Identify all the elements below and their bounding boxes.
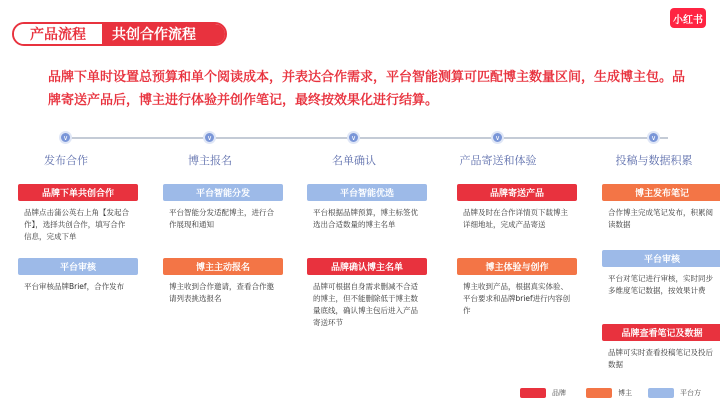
card-description: 平台对笔记进行审核，实时同步多维度笔记数据，按效果计费	[608, 274, 713, 295]
card-description: 博主收到合作邀请，查看合作邀请列表挑选报名	[169, 282, 274, 303]
process-card	[307, 258, 427, 329]
timeline-node-icon: ∨	[347, 131, 360, 144]
stage-title: 博主报名	[188, 154, 232, 167]
process-card	[457, 184, 577, 231]
intro-text: 品牌下单时设置总预算和单个阅读成本，并表达合作需求，平台智能测算可匹配博主数量区间，生成博主包。品牌寄送产品后，博主进行体验并创作笔记，最终按效果化进行结算。	[48, 70, 686, 108]
section-title: 共创合作流程	[102, 24, 225, 44]
card-description: 品牌可根据自身需求删减不合适的博主，但不能删除低于博主数量底线，确认博主包后进入产品寄送环节	[313, 282, 418, 327]
timeline-node-icon: ∨	[647, 131, 660, 144]
card-tag: 博主体验与创作	[457, 258, 577, 275]
xiaohongshu-logo: 小红书	[670, 8, 706, 28]
legend-label: 品牌	[552, 389, 566, 397]
card-tag: 平台智能优选	[307, 184, 427, 201]
card-description: 品牌点击蒲公英右上角【发起合作】，选择共创合作，填写合作信息，完成下单	[24, 208, 129, 241]
card-tag: 博主主动报名	[163, 258, 283, 275]
legend-swatch	[520, 388, 546, 398]
card-tag: 品牌查看笔记及数据	[602, 324, 720, 341]
card-tag: 博主发布笔记	[602, 184, 720, 201]
card-tag: 品牌寄送产品	[457, 184, 577, 201]
stage-title: 产品寄送和体验	[459, 154, 537, 167]
timeline-node-icon: ∨	[491, 131, 504, 144]
card-description: 博主收到产品，根据真实体验、平台要求和品牌brief进行内容创作	[463, 282, 571, 315]
card-description: 品牌及时在合作详情页下载博主详细地址，完成产品寄送	[463, 208, 568, 229]
card-description: 平台根据品牌预算，博主标签优选出合适数量的博主名单	[313, 208, 418, 229]
legend-swatch	[648, 388, 674, 398]
legend-swatch	[586, 388, 612, 398]
legend-item-blogger	[586, 388, 632, 398]
card-description: 品牌可实时查看投稿笔记及投后数据	[608, 348, 713, 369]
stage-title: 投稿与数据积累	[615, 154, 693, 167]
process-card	[602, 184, 720, 231]
card-description: 合作博主完成笔记发布，积累阅读数据	[608, 208, 713, 229]
stage-title: 名单确认	[332, 154, 376, 167]
process-card	[18, 258, 138, 293]
process-card	[602, 324, 720, 371]
card-description: 平台智能分发适配博主，进行合作展现和通知	[169, 208, 274, 229]
legend-item-platform	[648, 388, 701, 398]
stage-title: 发布合作	[44, 154, 88, 167]
section-label: 产品流程	[14, 24, 102, 44]
process-card	[457, 258, 577, 317]
timeline-node-icon: ∨	[203, 131, 216, 144]
section-header	[12, 22, 227, 46]
process-card	[163, 258, 283, 305]
legend-item-brand	[520, 388, 566, 398]
card-tag: 品牌下单共创合作	[18, 184, 138, 201]
process-card	[163, 184, 283, 231]
card-tag: 平台审核	[18, 258, 138, 275]
card-description: 平台审核品牌Brief，合作发布	[24, 282, 125, 291]
timeline-line	[64, 137, 668, 139]
process-card	[307, 184, 427, 231]
legend-label: 博主	[618, 389, 632, 397]
card-tag: 平台审核	[602, 250, 720, 267]
process-card	[18, 184, 138, 243]
card-tag: 品牌确认博主名单	[307, 258, 427, 275]
card-tag: 平台智能分发	[163, 184, 283, 201]
process-card	[602, 250, 720, 297]
legend-label: 平台方	[680, 389, 701, 397]
timeline-node-icon: ∨	[59, 131, 72, 144]
